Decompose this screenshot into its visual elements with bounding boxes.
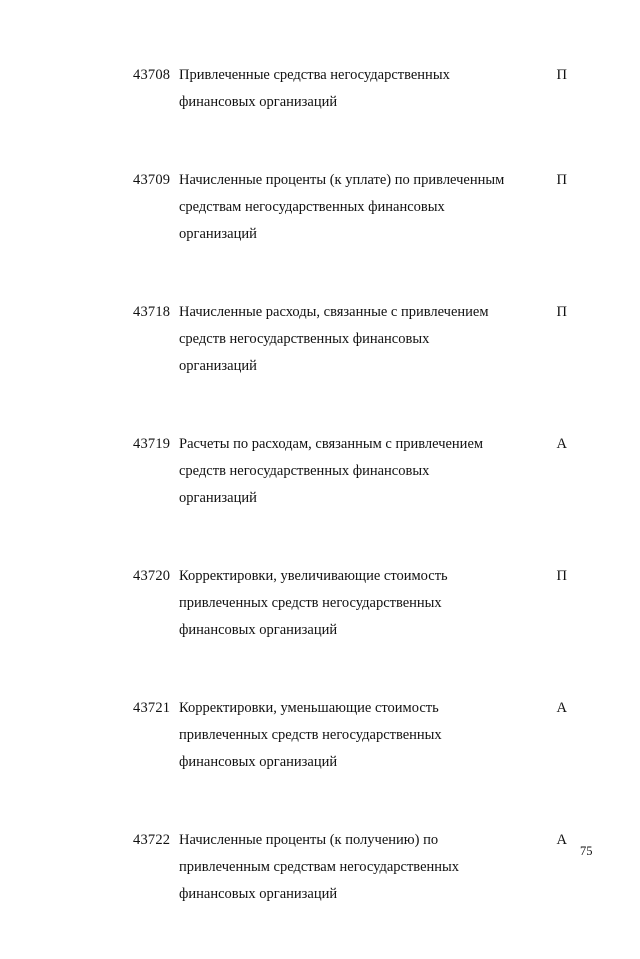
account-entry <box>133 62 573 116</box>
account-name-line: Начисленные проценты (к получению) по <box>179 832 439 848</box>
account-name-line: средств негосударственных финансовых <box>179 463 430 479</box>
account-name <box>179 167 524 248</box>
account-sign: П <box>556 172 567 188</box>
account-name-line: финансовых организаций <box>179 622 338 638</box>
account-name-line: Корректировки, уменьшающие стоимость <box>179 700 439 716</box>
account-code: 43722 <box>133 832 171 848</box>
account-name-line: организаций <box>179 490 257 506</box>
account-entries-list <box>133 62 573 959</box>
account-name-line: Расчеты по расходам, связанным с привлечением <box>179 436 484 452</box>
account-sign: П <box>556 568 567 584</box>
account-name-line: организаций <box>179 358 257 374</box>
account-sign: А <box>556 436 567 452</box>
account-name <box>179 695 524 776</box>
account-name-line: Начисленные расходы, связанные с привлечением <box>179 304 489 320</box>
account-name-line: привлеченных средств негосударственных <box>179 727 442 743</box>
account-entry <box>133 827 573 908</box>
account-entry <box>133 299 573 380</box>
account-code: 43719 <box>133 436 171 452</box>
account-name <box>179 431 524 512</box>
account-name-line: Привлеченные средства негосударственных <box>179 67 450 83</box>
account-name-line: привлеченных средств негосударственных <box>179 595 442 611</box>
account-code: 43720 <box>133 568 171 584</box>
account-name-line: средств негосударственных финансовых <box>179 331 430 347</box>
account-name <box>179 62 524 116</box>
account-name-line: финансовых организаций <box>179 754 338 770</box>
account-entry <box>133 167 573 248</box>
account-name-line: Начисленные проценты (к уплате) по привлеченным <box>179 172 505 188</box>
account-code: 43718 <box>133 304 171 320</box>
account-name <box>179 563 524 644</box>
account-code: 43721 <box>133 700 171 716</box>
account-sign: А <box>556 700 567 716</box>
account-code: 43708 <box>133 67 171 83</box>
account-entry <box>133 563 573 644</box>
account-name-line: средствам негосударственных финансовых <box>179 199 445 215</box>
account-name-line: организаций <box>179 226 257 242</box>
account-sign: А <box>556 832 567 848</box>
account-name-line: Корректировки, увеличивающие стоимость <box>179 568 448 584</box>
account-name-line: привлеченным средствам негосударственных <box>179 859 460 875</box>
account-sign: П <box>556 67 567 83</box>
account-entry <box>133 431 573 512</box>
account-name <box>179 299 524 380</box>
account-name-line: финансовых организаций <box>179 886 338 902</box>
account-name <box>179 827 524 908</box>
account-entry <box>133 695 573 776</box>
account-name-line: финансовых организаций <box>179 94 338 110</box>
page-number: 75 <box>580 844 593 858</box>
account-sign: П <box>556 304 567 320</box>
account-code: 43709 <box>133 172 171 188</box>
